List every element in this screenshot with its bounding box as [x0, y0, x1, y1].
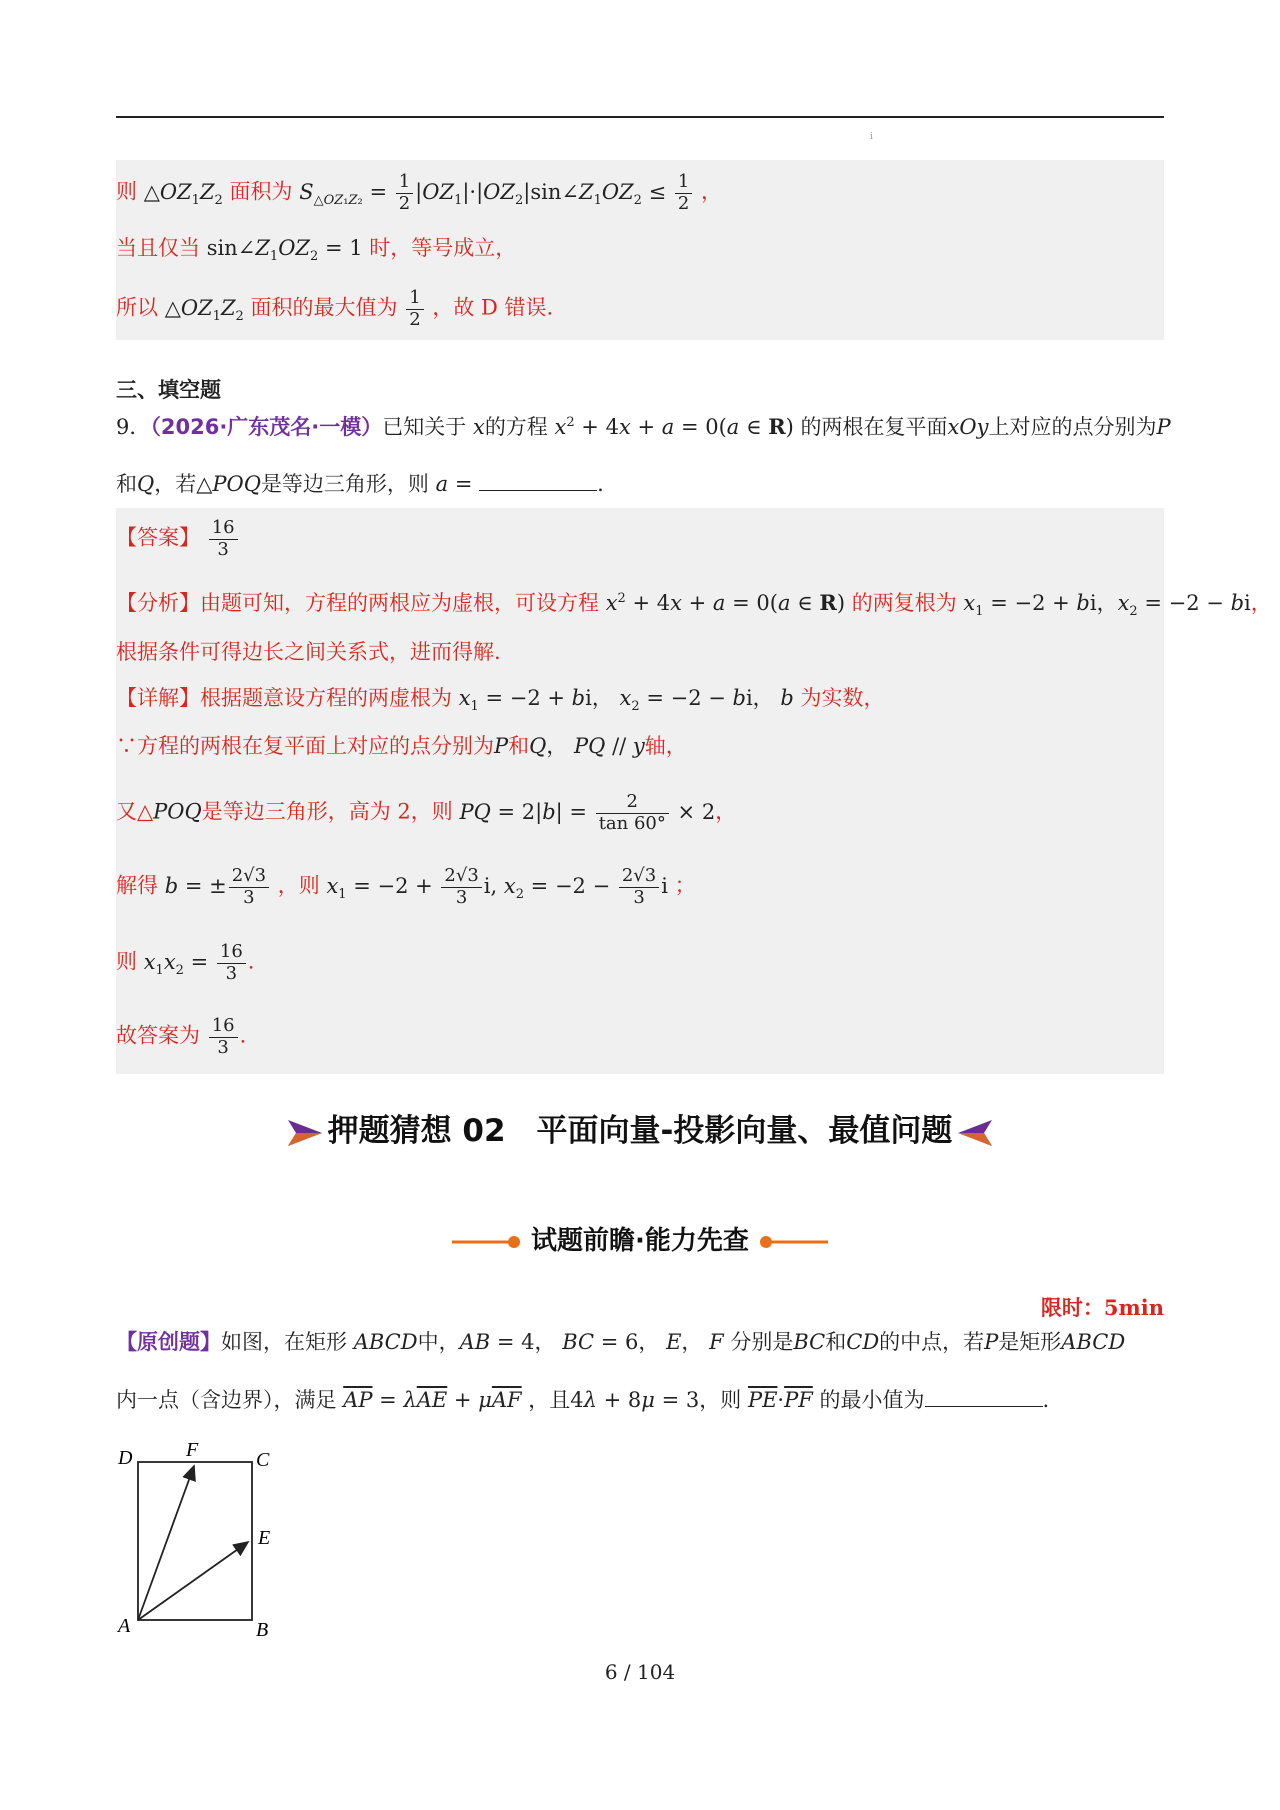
- prev-line-1: 则 $\triangle OZ_1Z_2$ 面积为 $S_{\triangle OZ_1Z_2}$ = $\frac{1}{2}$ $|OZ_1|\cdot|OZ_2|\sin\angle Z_1OZ_2$ ≤ $\frac{1}{2}$ ，: [116, 171, 723, 214]
- tiny-mark: ⅰ: [870, 132, 873, 142]
- q9-line-2: 和Q，若△POQ是等边三角形，则 a = .: [116, 472, 604, 496]
- detail-line-1: 【详解】根据题意设方程的两虚根为 $x_1 = -2$ + bi， $x_2 = -2$ − bi， b 为实数，: [116, 686, 885, 715]
- label-c: C: [256, 1449, 270, 1471]
- orig-line-2: 内一点（含边界），满足 $\overline{AP} = \lambda\overline{AE} + \mu\overline{AF}$ ，且4λ + 8μ = 3，则 $\overline{PE}\cdot\overline{PF}$ 的最小值为 .: [116, 1388, 1050, 1412]
- header-rule: [116, 116, 1164, 118]
- label-b: B: [256, 1619, 269, 1636]
- section-title: 押题猜想 02 平面向量-投影向量、最值问题: [0, 1105, 1280, 1150]
- rectangle-figure: [110, 1436, 280, 1636]
- time-limit: 限时：5min: [1040, 1295, 1164, 1320]
- sub-title: 试题前瞻·能力先查: [0, 1220, 1280, 1257]
- label-e: E: [258, 1527, 271, 1549]
- solve-line: 解得 b = ± $\frac{2√3}{3}$ ，则 $x_1 = -2$ + $\frac{2√3}{3}$ i, $x_2 = -2$ − $\frac{2√3}{3}$ i ；: [116, 865, 696, 908]
- label-f: F: [186, 1439, 199, 1461]
- because-line: ∵方程的两根在复平面上对应的点分别为P和Q， PQ // y轴，: [116, 734, 687, 758]
- label-d: D: [118, 1447, 133, 1469]
- again-line: 又△POQ是等边三角形，高为 2，则 PQ = 2|b| = $\frac{2}{\tan 60^\circ}$ × 2，: [116, 791, 737, 834]
- label-a: A: [118, 1615, 131, 1636]
- right-arrow-icon: [288, 1118, 324, 1148]
- left-arrow-icon: [956, 1118, 992, 1148]
- section-heading: 三、填空题: [116, 378, 221, 402]
- right-dot-rule-icon: [758, 1232, 828, 1252]
- orig-answer-blank[interactable]: [925, 1388, 1043, 1407]
- answer-line: 【答案】 $\frac{16}{3}$: [116, 518, 240, 560]
- prev-line-2: 当且仅当 $\sin\angle Z_1OZ_2 = 1$ 时，等号成立，: [116, 236, 517, 265]
- rectangle-abcd: [138, 1462, 252, 1620]
- vector-af: [138, 1466, 194, 1620]
- answer-blank[interactable]: [479, 472, 597, 491]
- page-number: 6 / 104: [604, 1660, 676, 1684]
- analysis-line-2: 根据条件可得边长之间关系式，进而得解.: [116, 640, 501, 664]
- q9-line-1: 9．（2026·广东茂名·一模）已知关于 x的方程 $x^2 + 4x + a = 0(a$ ∈ R) 的两根在复平面xOy上对应的点分别为P: [116, 414, 1171, 439]
- orig-line-1: 【原创题】如图，在矩形 ABCD中，AB = 4， BC = 6， E， F 分别是BC和CD的中点，若P是矩形ABCD: [116, 1330, 1126, 1354]
- final-line: 故答案为 $\frac{16}{3}$ .: [116, 1015, 247, 1058]
- left-dot-rule-icon: [452, 1232, 522, 1252]
- prev-line-3: 所以 $\triangle OZ_1Z_2$ 面积的最大值为 $\frac{1}{2}$ ，故 D 错误.: [116, 287, 554, 330]
- analysis-line-1: 【分析】由题可知，方程的两根应为虚根，可设方程 $x^2 + 4x + a = 0(a$ ∈ R) 的两复根为 $x_1 = -2$ + bi，$x_2 = -2$ − bi，: [116, 590, 1272, 620]
- then-line: 则 $x_1x_2$ = $\frac{16}{3}$ .: [116, 941, 255, 984]
- vector-ae: [138, 1542, 248, 1620]
